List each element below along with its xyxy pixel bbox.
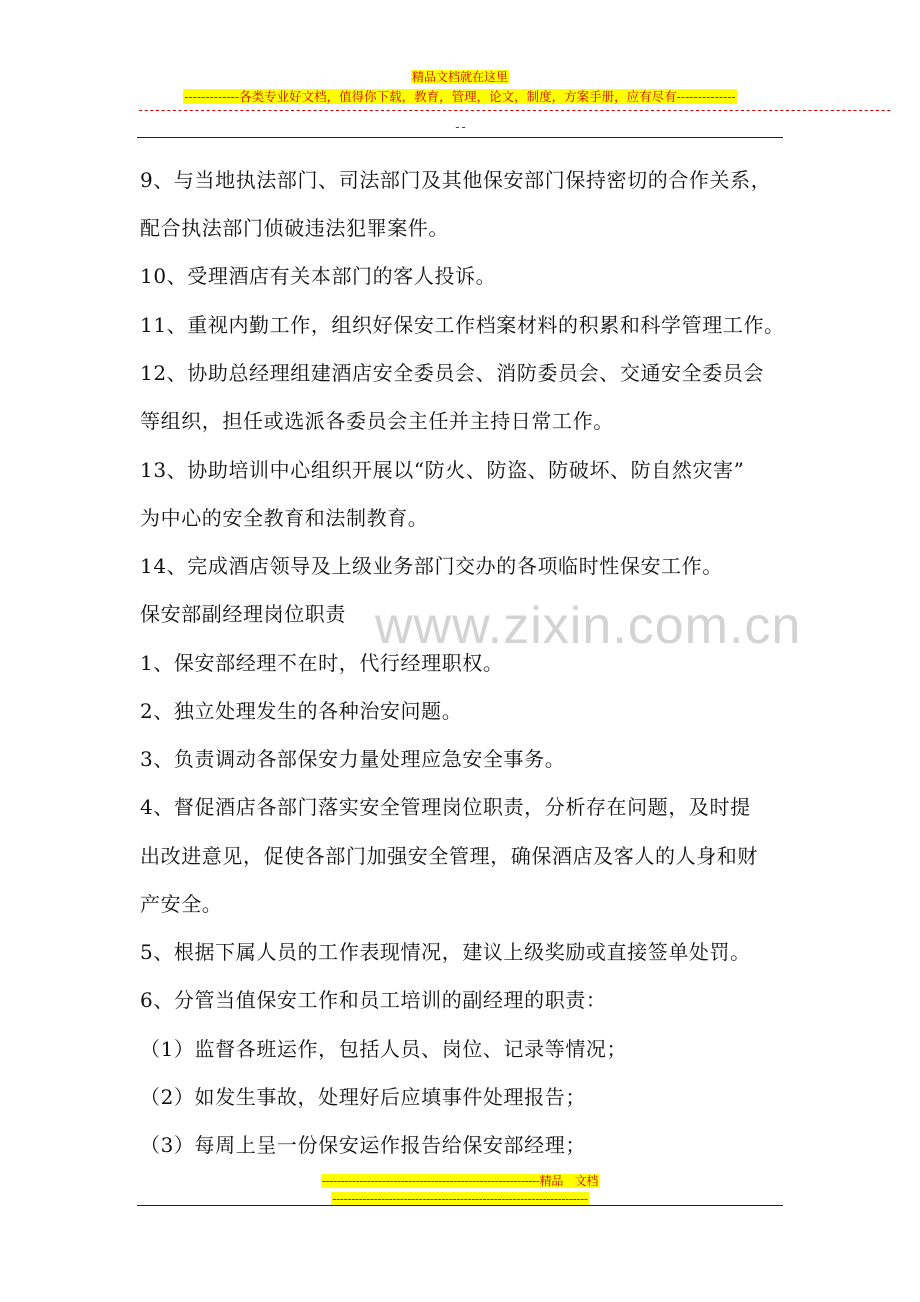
header-tagline: -------------各类专业好文档，值得你下载，教育，管理，论文，制度，方案手册，应有尽有--------------: [184, 89, 736, 104]
footer-line-1-row: [0, 1170, 920, 1189]
header-divider: [137, 137, 783, 138]
body-line: 14、完成酒店领导及上级业务部门交办的各项临时性保安工作。: [140, 554, 723, 578]
body-line: 3、负责调动各部保安力量处理应急安全事务。: [140, 747, 566, 771]
header-dash-tail: --: [453, 120, 467, 134]
body-line: 为中心的安全教育和法制教育。: [140, 506, 429, 530]
footer-line-1: ----------------------------------------------------------精品 文档: [321, 1174, 599, 1188]
body-line: 6、分管当值保安工作和员工培训的副经理的职责：: [140, 988, 607, 1012]
body-line: 13、协助培训中心组织开展以“防火、防盗、防破坏、防自然灾害”: [140, 458, 745, 482]
body-line: （3）每周上呈一份保安运作报告给保安部经理；: [140, 1133, 586, 1157]
body-line: 9、与当地执法部门、司法部门及其他保安部门保持密切的合作关系，: [140, 168, 772, 192]
header-title: 精品文档就在这里: [411, 70, 508, 84]
header-dash-line: --------------------------------------------------------------------------------------------------------------------------------------: [137, 103, 891, 117]
body-line: 10、受理酒店有关本部门的客人投诉。: [140, 264, 497, 288]
body-line: 4、督促酒店各部门落实安全管理岗位职责，分析存在问题，及时提: [140, 795, 751, 819]
body-line: （2）如发生事故，处理好后应填事件处理报告；: [140, 1085, 586, 1109]
section-heading: 保安部副经理岗位职责: [140, 602, 346, 626]
body-line: 等组织，担任或选派各委员会主任并主持日常工作。: [140, 409, 614, 433]
body-line: 出改进意见，促使各部门加强安全管理，确保酒店及客人的人身和财: [140, 844, 758, 868]
body-line: 5、根据下属人员的工作表现情况，建议上级奖励或直接签单处罚。: [140, 940, 751, 964]
footer-divider: [137, 1205, 783, 1206]
body-line: 2、独立处理发生的各种治安问题。: [140, 699, 463, 723]
watermark: www.zixin.com.cn: [375, 597, 802, 655]
footer-line-2: --------------------------------------------------------------------: [332, 1192, 588, 1206]
body-line: 1、保安部经理不在时，代行经理职权。: [140, 651, 504, 675]
body-line: 11、重视内勤工作，组织好保安工作档案材料的积累和科学管理工作。: [140, 313, 785, 337]
header-title-row: [0, 66, 920, 85]
body-line: 产安全。: [140, 892, 223, 916]
body-line: 配合执法部门侦破违法犯罪案件。: [140, 216, 449, 240]
body-line: 12、协助总经理组建酒店安全委员会、消防委员会、交通安全委员会: [140, 361, 765, 385]
body-line: （1）监督各班运作，包括人员、岗位、记录等情况；: [140, 1037, 628, 1061]
